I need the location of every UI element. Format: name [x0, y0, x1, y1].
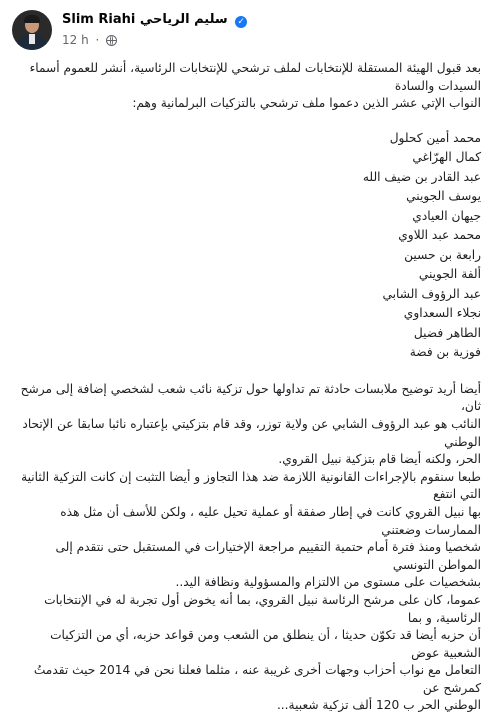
list-item: يوسف الجويني — [406, 189, 481, 204]
post-header — [10, 8, 485, 52]
author-name-arabic[interactable]: سليم الرياحي — [139, 12, 228, 27]
paragraph-line: الوطني الحر ب 120 ألف تزكية شعبية... — [276, 698, 481, 713]
author-name-row — [62, 12, 247, 28]
paragraph-line: أن حزبه أيضا قد تكوّن حديثا ، أن ينطلق من الشعب ومن قواعد حزبه، أي من التزكيات الشعبية عوض — [50, 628, 481, 660]
deputies-list — [12, 130, 481, 364]
post-meta — [62, 33, 117, 47]
list-item: الطاهر فضيل — [413, 325, 481, 340]
list-item: عبد القادر بن ضيف الله — [362, 169, 481, 184]
list-item: عبد الرؤوف الشابي — [382, 286, 481, 301]
paragraph-line: بها نبيل القروي كانت في إطار صفقة أو عملية تحيل عليه ، ولكن للأسف أن مثل هذه الممارسات وضعتني — [60, 504, 481, 537]
intro-line: بعد قبول الهيئة المستقلة للإنتخابات لملف ترشحي للإنتخابات الرئاسية، أنشر للعموم أسماء السيدات والسادة — [29, 61, 481, 93]
paragraph-line: التعامل مع نواب أحزاب وجهات أخرى غريبة عنه ، مثلما فعلنا نحن في 2014 حيث تقدمتُ كمرشح عن — [33, 663, 481, 695]
paragraph-line: عموما، كان على مرشح الرئاسة نبيل القروي، بما أنه يخوض أول تجربة له في الإنتخابات الرئاسية، و بما — [44, 592, 481, 625]
meta-separator: · — [95, 33, 100, 47]
intro-line: النواب الإتي عشر الذين دعموا ملف ترشحي بالتزكيات البرلمانية وهم: — [132, 96, 481, 111]
post-timestamp[interactable]: 12 h — [62, 33, 89, 47]
list-item: كمال الهرّاغي — [412, 150, 481, 165]
paragraph-line: شخصيا ومنذ فترة أمام حتمية التقييم مراجعة الإختيارات في المستقبل حتى نتقدم إلى المواطن التونسي — [55, 540, 481, 572]
list-item: فوزية بن فضة — [409, 345, 481, 360]
list-item: محمد عبد اللاوي — [398, 228, 481, 243]
list-item: نجلاء السعداوي — [403, 306, 481, 321]
list-item: رابعة بن حسين — [404, 247, 481, 262]
post-body — [12, 60, 481, 715]
list-item: ألفة الجويني — [418, 267, 481, 282]
list-item: محمد أمين كحلول — [389, 130, 481, 145]
paragraph-line: النائب هو عبد الرؤوف الشابي عن ولاية توزر، وقد قام بتزكيتي بإعتباره نائبا سابقا عن الإتحاد الوطني — [22, 416, 481, 449]
list-item: جيهان العيادي — [412, 208, 481, 223]
author-avatar[interactable] — [12, 10, 52, 50]
verified-badge-icon: ✓ — [235, 16, 247, 28]
paragraph-line: طبعا سنقوم بالإجراءات القانونية اللازمة ضد هذا التجاوز و أيضا التثبت إن كانت التزكية الثانية التي انتفع — [21, 469, 481, 502]
paragraph-clarification — [12, 381, 481, 715]
author-name[interactable]: Slim Riahi — [62, 12, 136, 27]
globe-icon[interactable] — [106, 35, 117, 46]
paragraph-line: بشخصيات على مستوى من الالتزام والمسؤولية ونظافة اليد.. — [175, 575, 481, 590]
paragraph-line: الحر، ولكنه أيضا قام بتزكية نبيل القروي. — [278, 452, 481, 467]
paragraph-line: أيضا أريد توضيح ملابسات حادثة تم تداولها حول تزكية نائب شعب لشخصي إضافة إلى مرشح ثان، — [20, 381, 481, 414]
